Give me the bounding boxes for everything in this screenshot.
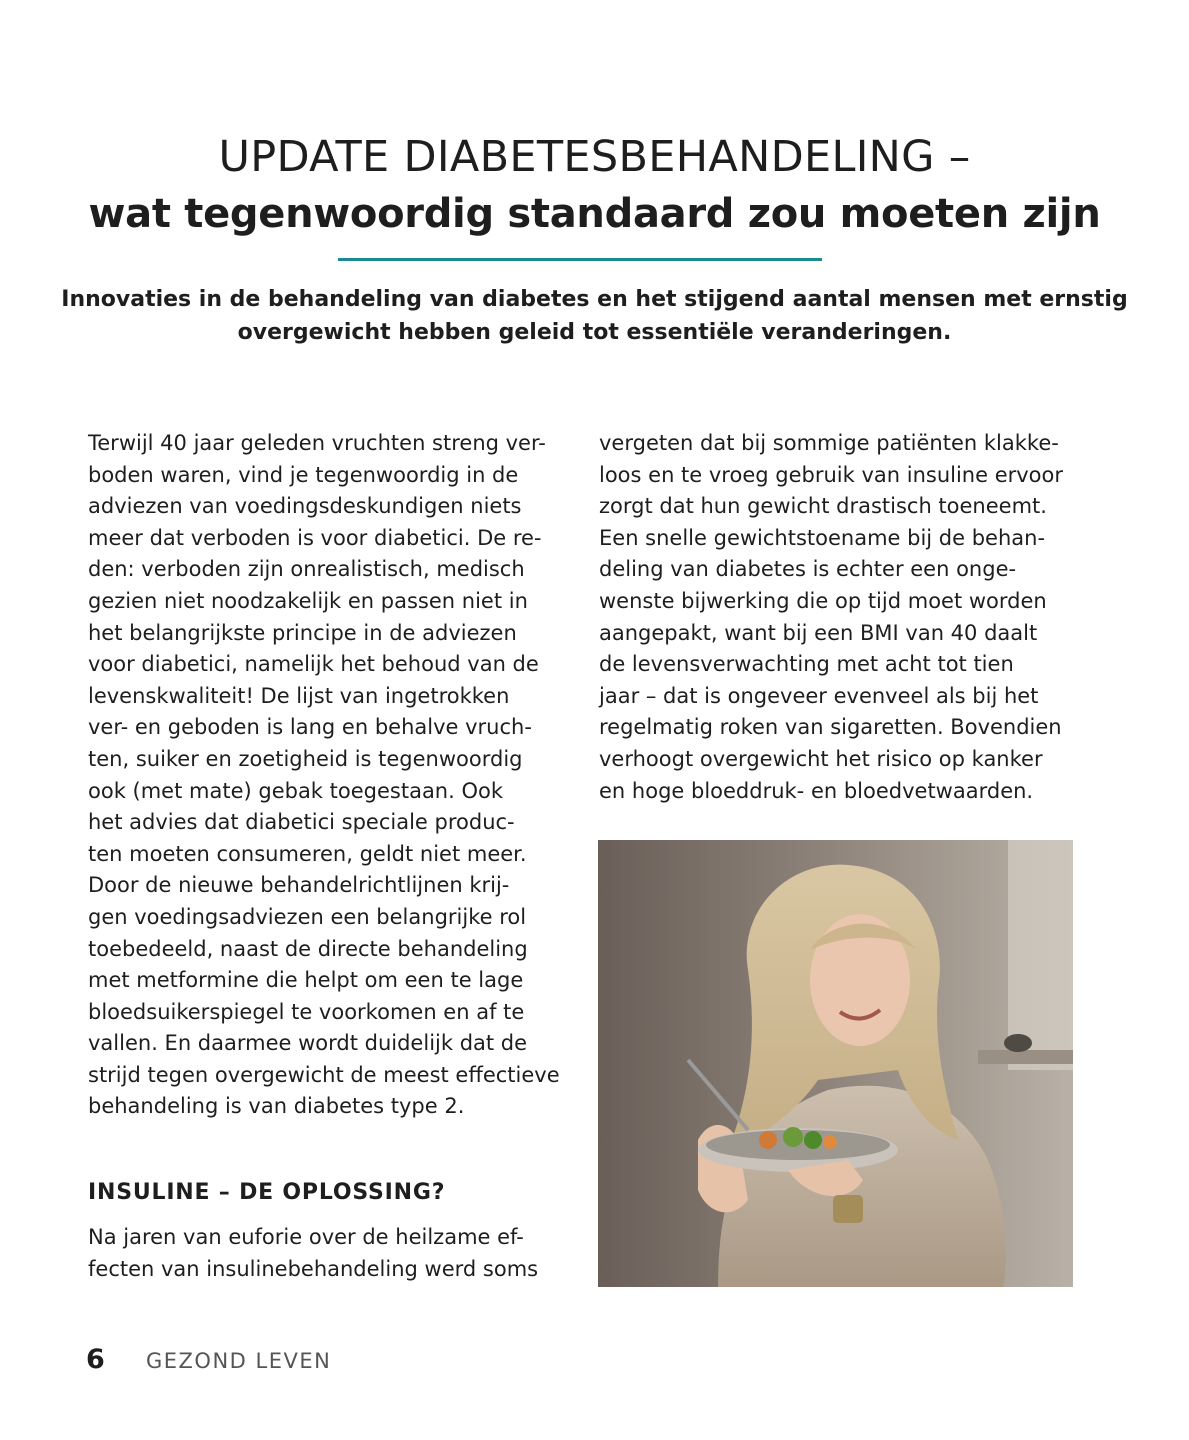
body-line: behandeling is van diabetes type 2. [88, 1094, 465, 1119]
page-title [0, 128, 1189, 242]
body-line: bloedsuikerspiegel te voorkomen en af te [88, 999, 525, 1024]
body-line: de levensverwachting met acht tot tien [599, 652, 1014, 677]
body-line: zorgt dat hun gewicht drastisch toeneemt. [599, 494, 1047, 519]
photo-woman-eating-salad [598, 840, 1073, 1287]
right-column-text [599, 428, 1074, 807]
body-line: vergeten dat bij sommige patiënten klakke- [599, 431, 1059, 455]
body-line: voor diabetici, namelijk het behoud van de [88, 652, 539, 677]
body-line: het advies dat diabetici speciale produc- [88, 810, 515, 835]
body-line: aangepakt, want bij een BMI van 40 daalt [599, 620, 1038, 645]
body-line: met metformine die helpt om een te lage [88, 968, 524, 993]
body-line: ver- en geboden is lang en behalve vruch- [88, 715, 532, 740]
running-head: GEZOND LEVEN [146, 1349, 332, 1373]
body-line: toebedeeld, naast de directe behandeling [88, 936, 528, 961]
body-line: verhoogt overgewicht het risico op kanker [599, 746, 1043, 771]
section-heading: INSULINE – DE OPLOSSING? [88, 1180, 446, 1205]
body-line: strijd tegen overgewicht de meest effectieve [88, 1062, 560, 1087]
body-line: ten moeten consumeren, geldt niet meer. [88, 841, 527, 866]
title-divider [338, 258, 822, 261]
title-line-1: UPDATE DIABETESBEHANDELING – [218, 132, 971, 182]
body-line: boden waren, vind je tegenwoordig in de [88, 462, 519, 487]
intro-paragraph: Innovaties in de behandeling van diabetes en het stijgend aantal mensen met ernstig overgewicht hebben geleid tot essentiële veranderingen. [61, 287, 1128, 345]
body-line: Een snelle gewichtstoename bij de behan- [599, 525, 1046, 550]
body-line: wenste bijwerking die op tijd moet worden [599, 588, 1047, 613]
body-line: ook (met mate) gebak toegestaan. Ook [88, 778, 504, 803]
body-line: levenskwaliteit! De lijst van ingetrokken [88, 683, 510, 708]
body-line: Na jaren van euforie over de heilzame ef- [88, 1225, 524, 1249]
body-line: loos en te vroeg gebruik van insuline ervoor [599, 462, 1064, 487]
body-line: ten, suiker en zoetigheid is tegenwoordig [88, 746, 523, 771]
body-line: vallen. En daarmee wordt duidelijk dat de [88, 1031, 528, 1056]
body-line: gezien niet noodzakelijk en passen niet in [88, 588, 528, 613]
body-line: fecten van insulinebehandeling werd soms [88, 1256, 539, 1281]
page-number: 6 [86, 1344, 105, 1375]
body-line: en hoge bloeddruk- en bloedvetwaarden. [599, 778, 1034, 803]
title-line-2: wat tegenwoordig standaard zou moeten zijn [88, 191, 1101, 237]
body-line: jaar – dat is ongeveer evenveel als bij het [599, 683, 1039, 708]
body-line: Terwijl 40 jaar geleden vruchten streng ver- [88, 431, 546, 455]
body-line: regelmatig roken van sigaretten. Bovendien [599, 715, 1062, 740]
body-line: gen voedingsadviezen een belangrijke rol [88, 904, 527, 929]
body-line: Door de nieuwe behandelrichtlijnen krij- [88, 873, 510, 898]
left-column-text-continued [88, 1222, 563, 1285]
body-line: het belangrijkste principe in de adviezen [88, 620, 517, 645]
body-line: den: verboden zijn onrealistisch, medisch [88, 557, 525, 582]
left-column-text [88, 428, 563, 1123]
body-line: meer dat verboden is voor diabetici. De re- [88, 525, 542, 550]
body-line: adviezen van voedingsdeskundigen niets [88, 494, 522, 519]
body-line: deling van diabetes is echter een onge- [599, 557, 1017, 582]
